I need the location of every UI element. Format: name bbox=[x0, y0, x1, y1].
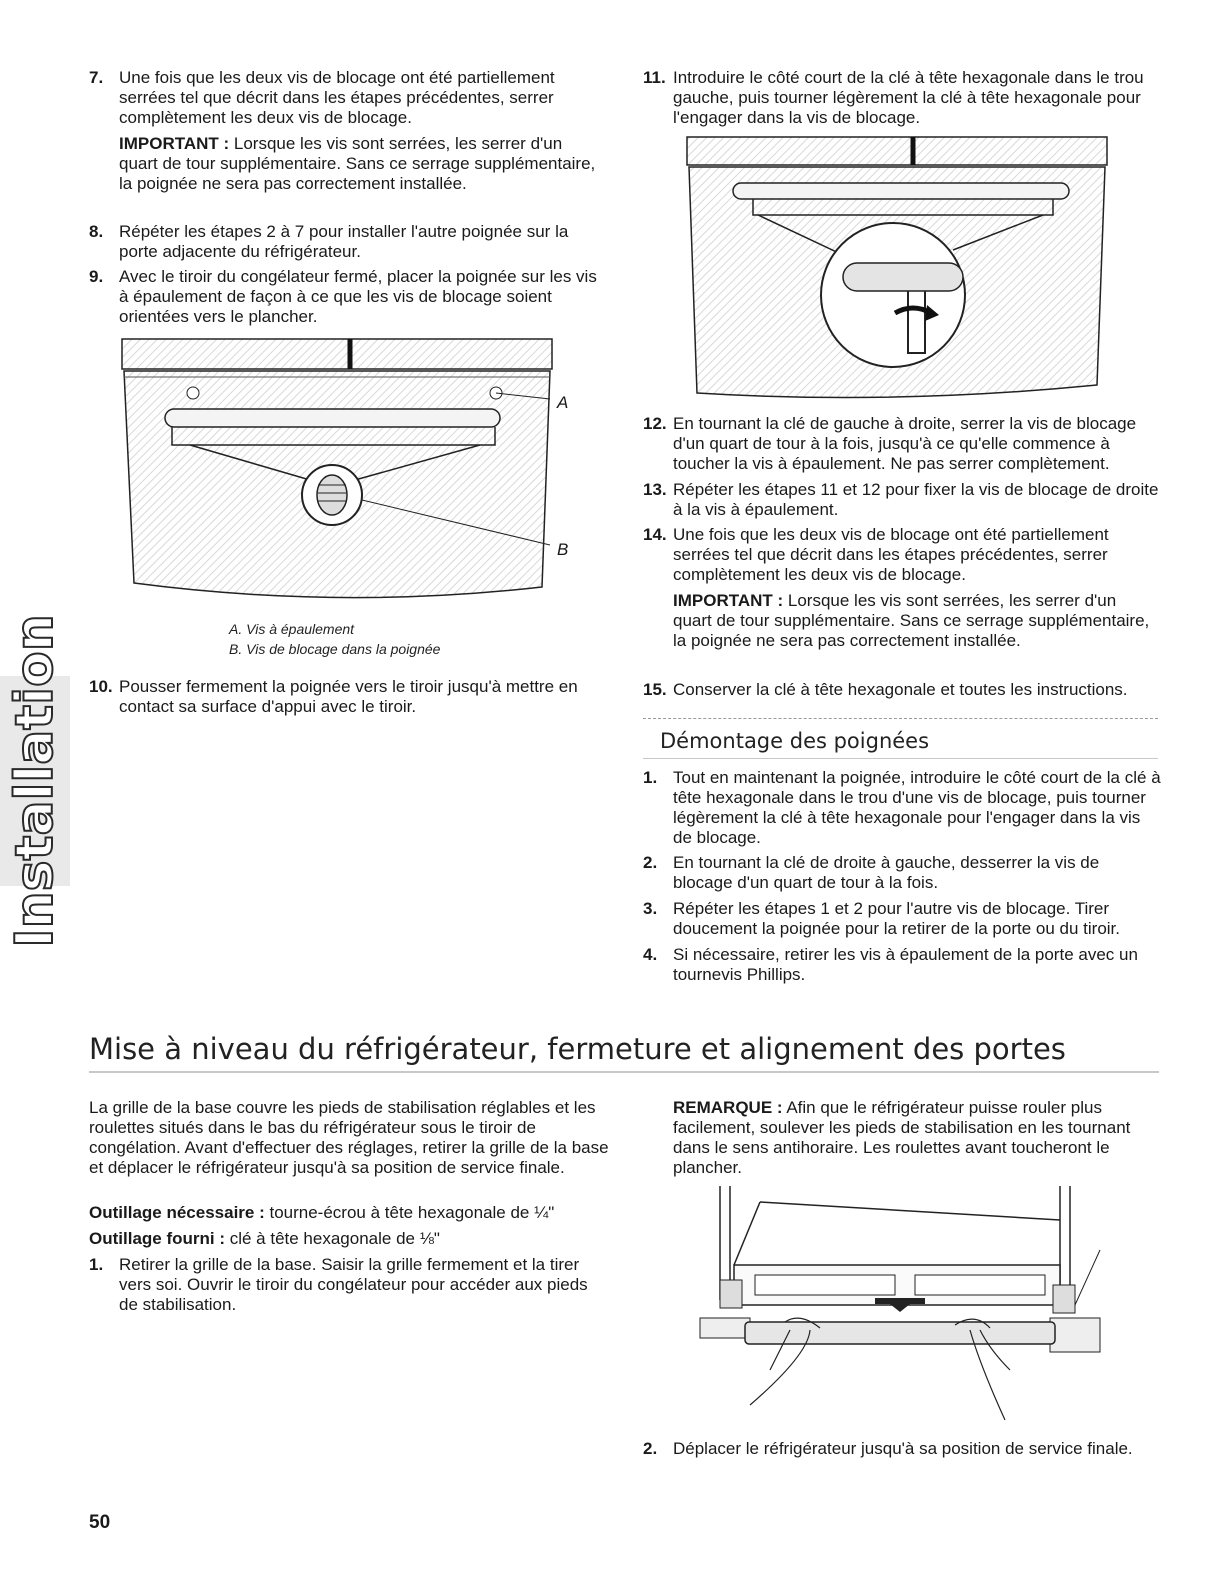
leveling-step-1 bbox=[89, 1255, 609, 1315]
step-13 bbox=[643, 480, 1163, 520]
figure-caption-a: A. Vis à épaulement bbox=[229, 621, 355, 637]
step-number: 3. bbox=[643, 899, 658, 918]
remarque-text: Afin que le réfrigérateur puisse rouler plus facilement, soulever les pieds de stabilisation en les tournant dans le sens antihoraire. Les roulettes avant toucheront le plancher. bbox=[673, 1098, 1131, 1177]
step-number: 4. bbox=[643, 945, 658, 964]
step-text: Pousser fermement la poignée vers le tiroir jusqu'à mettre en contact sa surface d'appui avec le tiroir. bbox=[119, 677, 578, 716]
callout-a: A bbox=[557, 393, 569, 412]
step-number: 8. bbox=[89, 222, 104, 241]
step-number: 15. bbox=[643, 680, 667, 699]
step-number: 11. bbox=[643, 68, 666, 87]
leveling-title: Mise à niveau du réfrigérateur, fermeture et alignement des portes bbox=[89, 1032, 1066, 1066]
tools-needed-label: Outillage nécessaire : bbox=[89, 1203, 265, 1222]
step-14 bbox=[643, 525, 1163, 585]
tools-supplied bbox=[89, 1229, 609, 1249]
step-number: 1. bbox=[89, 1255, 104, 1274]
step-8 bbox=[89, 222, 609, 262]
tools-supplied-label: Outillage fourni : bbox=[89, 1229, 225, 1248]
step-text: Introduire le côté court de la clé à tête hexagonale dans le trou gauche, puis tourner légèrement la clé à tête hexagonale pour l'engager dans la vis de blocage. bbox=[673, 68, 1144, 127]
important-label: IMPORTANT : bbox=[673, 591, 784, 610]
step-number: 10. bbox=[89, 677, 113, 696]
tools-supplied-text: clé à tête hexagonale de ⅛" bbox=[225, 1229, 440, 1248]
step-text: Avec le tiroir du congélateur fermé, placer la poignée sur les vis à épaulement de façon à ce que les vis de blocage soient orientées vers le plancher. bbox=[119, 267, 597, 326]
step-number: 14. bbox=[643, 525, 667, 544]
step-number: 7. bbox=[89, 68, 104, 87]
remarque-note bbox=[673, 1098, 1163, 1178]
step-text: Si nécessaire, retirer les vis à épaulement de la porte avec un tournevis Phillips. bbox=[673, 945, 1138, 984]
step-text: Conserver la clé à tête hexagonale et toutes les instructions. bbox=[673, 680, 1128, 699]
important-text: Lorsque les vis sont serrées, les serrer d'un quart de tour supplémentaire. Sans ce serrage supplémentaire, la poignée ne sera pas correctement installée. bbox=[119, 134, 596, 193]
handle-installation-illustration bbox=[110, 335, 580, 615]
leveling-rule bbox=[89, 1071, 1159, 1073]
demontage-step-2 bbox=[643, 853, 1163, 893]
important-text: Lorsque les vis sont serrées, les serrer d'un quart de tour supplémentaire. Sans ce serrage supplémentaire, la poignée ne sera pas correctement installée. bbox=[673, 591, 1150, 650]
figure-caption-b: B. Vis de blocage dans la poignée bbox=[229, 641, 441, 657]
page-number: 50 bbox=[89, 1512, 111, 1533]
step-12 bbox=[643, 414, 1163, 474]
step-text: Retirer la grille de la base. Saisir la grille fermement et la tirer vers soi. Ouvrir le tiroir du congélateur pour accéder aux pieds de stabilisation. bbox=[119, 1255, 588, 1314]
leveling-intro: La grille de la base couvre les pieds de stabilisation réglables et les roulettes situés dans le bas du réfrigérateur sous le tiroir de congélation. Avant d'effectuer des réglages, retirer la grille de la base et déplacer le réfrigérateur jusqu'à sa position de service finale. bbox=[89, 1098, 609, 1177]
step-text: En tournant la clé de gauche à droite, serrer la vis de blocage d'un quart de tour à la fois, jusqu'à ce qu'elle commence à toucher la vis à épaulement. Ne pas serrer complètement. bbox=[673, 414, 1137, 473]
step-text: Répéter les étapes 2 à 7 pour installer l'autre poignée sur la porte adjacente du réfrigérateur. bbox=[119, 222, 569, 261]
step-number: 2. bbox=[643, 853, 658, 872]
step-text: Une fois que les deux vis de blocage ont été partiellement serrées tel que décrit dans les étapes précédentes, serrer complètement les deux vis de blocage. bbox=[673, 525, 1109, 584]
step-text: Déplacer le réfrigérateur jusqu'à sa position de service finale. bbox=[673, 1439, 1133, 1458]
demontage-step-3 bbox=[643, 899, 1163, 939]
step-15 bbox=[643, 680, 1173, 700]
important-note bbox=[119, 134, 599, 194]
remarque-label: REMARQUE : bbox=[673, 1098, 783, 1117]
step-11 bbox=[643, 68, 1163, 128]
step-number: 12. bbox=[643, 414, 667, 433]
callout-b: B bbox=[557, 540, 569, 559]
step-9 bbox=[89, 267, 609, 327]
step-7 bbox=[89, 68, 609, 128]
demontage-step-1 bbox=[643, 768, 1163, 848]
important-note bbox=[673, 591, 1153, 651]
section-tab-label: Installation bbox=[5, 614, 65, 948]
step-text: Tout en maintenant la poignée, introduire le côté court de la clé à tête hexagonale dans le trou d'une vis de blocage, puis tourner légèrement la clé à tête hexagonale pour l'engager dans la vis de blocage. bbox=[673, 768, 1161, 847]
step-text: Une fois que les deux vis de blocage ont été partiellement serrées tel que décrit dans les étapes précédentes, serrer complètement les deux vis de blocage. bbox=[119, 68, 555, 127]
step-10 bbox=[89, 677, 619, 717]
hex-key-illustration bbox=[683, 135, 1113, 405]
section-rule-bottom bbox=[643, 758, 1158, 759]
step-number: 13. bbox=[643, 480, 667, 499]
important-label: IMPORTANT : bbox=[119, 134, 230, 153]
step-number: 2. bbox=[643, 1439, 658, 1458]
step-number: 9. bbox=[89, 267, 104, 286]
tools-needed-text: tourne-écrou à tête hexagonale de ¼" bbox=[264, 1203, 555, 1222]
demontage-title: Démontage des poignées bbox=[660, 729, 930, 753]
demontage-step-4 bbox=[643, 945, 1163, 985]
step-text: Répéter les étapes 11 et 12 pour fixer la vis de blocage de droite à la vis à épaulement. bbox=[673, 480, 1159, 519]
section-rule-top bbox=[643, 718, 1158, 719]
base-grille-removal-illustration bbox=[690, 1180, 1110, 1425]
leveling-step-2 bbox=[643, 1439, 1173, 1459]
step-text: En tournant la clé de droite à gauche, desserrer la vis de blocage d'un quart de tour à la fois. bbox=[673, 853, 1100, 892]
step-text: Répéter les étapes 1 et 2 pour l'autre vis de blocage. Tirer doucement la poignée pour la retirer de la porte ou du tiroir. bbox=[673, 899, 1120, 938]
tools-needed bbox=[89, 1203, 609, 1223]
step-number: 1. bbox=[643, 768, 658, 787]
